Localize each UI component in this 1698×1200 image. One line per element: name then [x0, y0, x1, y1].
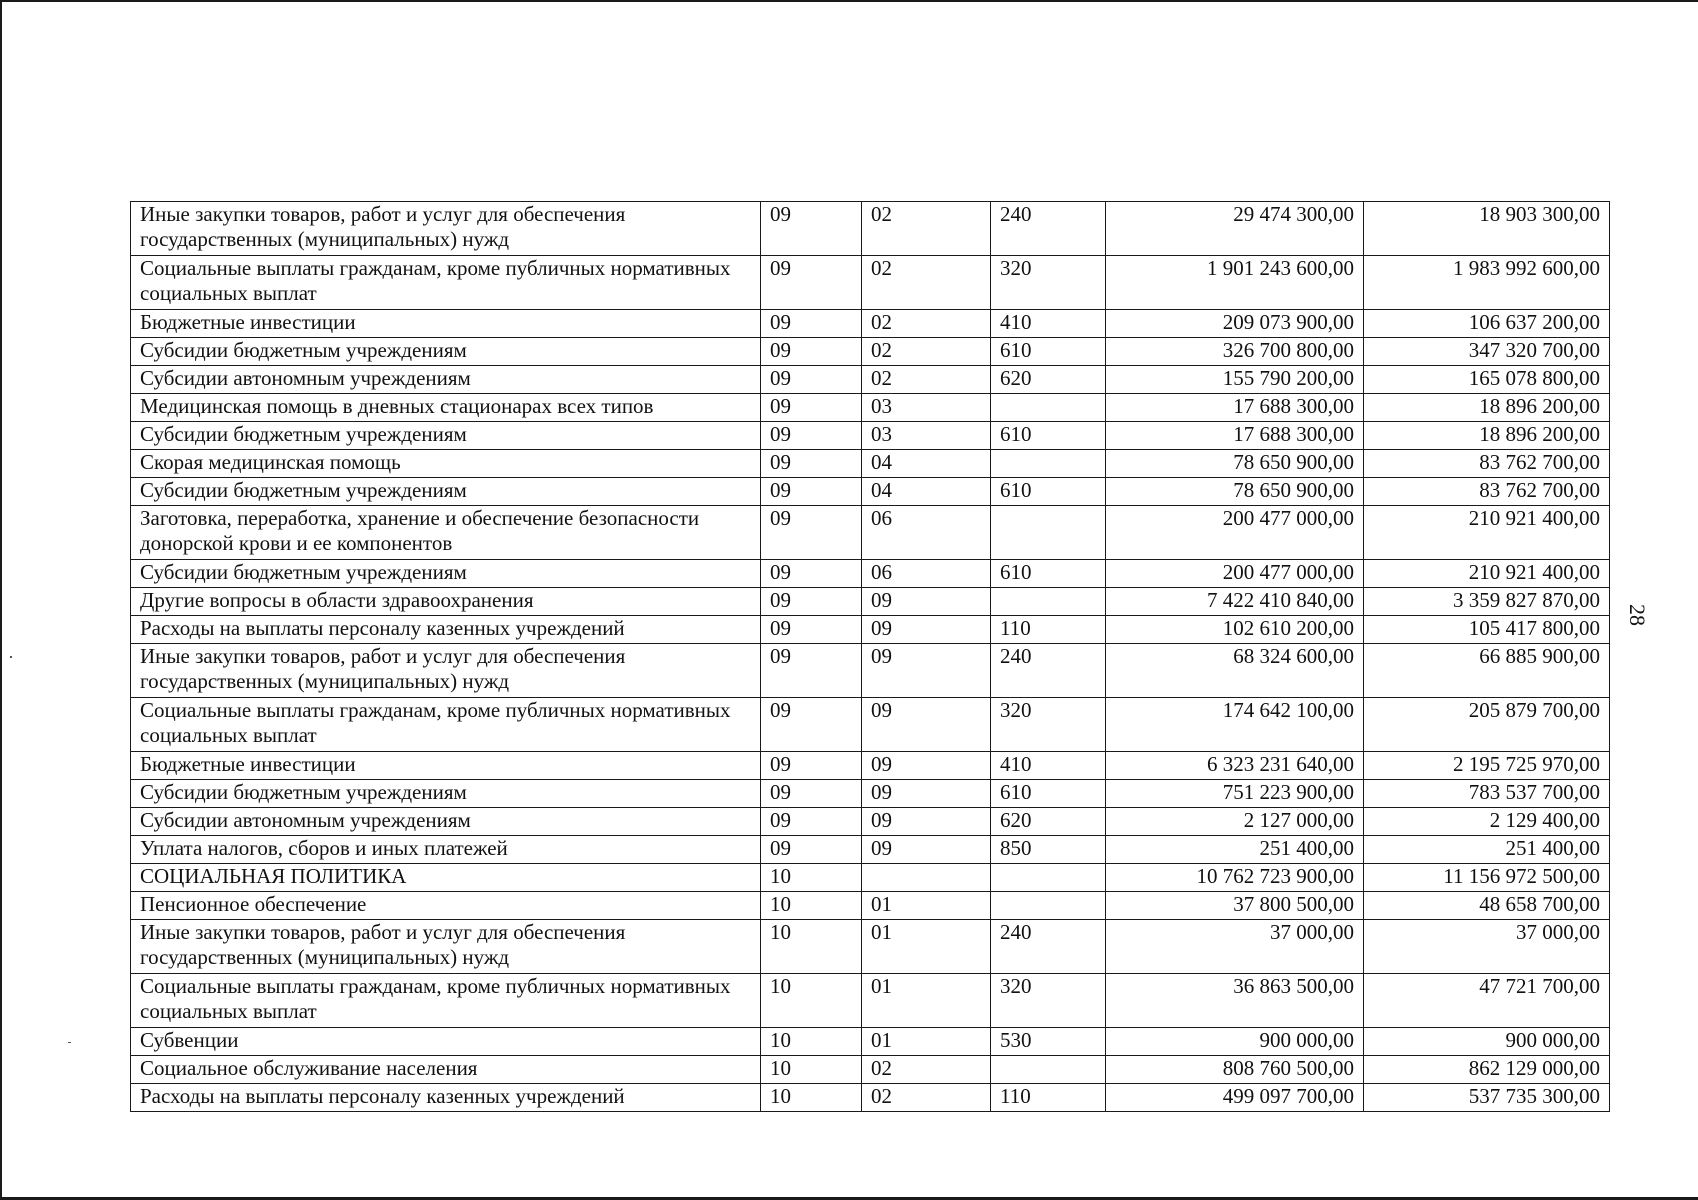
- cell-amount-year2: 2 195 725 970,00: [1364, 752, 1610, 780]
- cell-amount-year1: 17 688 300,00: [1106, 422, 1364, 450]
- table-row: [131, 310, 1610, 338]
- cell-amount-year2: 251 400,00: [1364, 836, 1610, 864]
- cell-name: Субвенции: [131, 1028, 761, 1056]
- cell-section: 09: [761, 560, 862, 588]
- cell-name: Иные закупки товаров, работ и услуг для обеспечения государственных (муниципальных) нужд: [131, 202, 761, 256]
- cell-amount-year2: 37 000,00: [1364, 920, 1610, 974]
- cell-name: Скорая медицинская помощь: [131, 450, 761, 478]
- cell-amount-year2: 537 735 300,00: [1364, 1084, 1610, 1112]
- cell-section: 09: [761, 616, 862, 644]
- table-row: [131, 644, 1610, 698]
- table-row: [131, 338, 1610, 366]
- cell-name: Социальные выплаты гражданам, кроме публичных нормативных социальных выплат: [131, 698, 761, 752]
- cell-amount-year1: 37 800 500,00: [1106, 892, 1364, 920]
- cell-amount-year2: 105 417 800,00: [1364, 616, 1610, 644]
- cell-name: Иные закупки товаров, работ и услуг для обеспечения государственных (муниципальных) нужд: [131, 920, 761, 974]
- table-row: [131, 394, 1610, 422]
- table-row: [131, 892, 1610, 920]
- cell-name: Медицинская помощь в дневных стационарах всех типов: [131, 394, 761, 422]
- cell-section: 10: [761, 974, 862, 1028]
- cell-section: 09: [761, 256, 862, 310]
- cell-amount-year1: 36 863 500,00: [1106, 974, 1364, 1028]
- cell-amount-year2: 2 129 400,00: [1364, 808, 1610, 836]
- cell-amount-year1: 102 610 200,00: [1106, 616, 1364, 644]
- cell-subsection: [862, 864, 991, 892]
- cell-name: Субсидии бюджетным учреждениям: [131, 338, 761, 366]
- cell-amount-year1: 751 223 900,00: [1106, 780, 1364, 808]
- page-number: 28: [1625, 604, 1650, 626]
- cell-name: Субсидии бюджетным учреждениям: [131, 478, 761, 506]
- cell-amount-year1: 68 324 600,00: [1106, 644, 1364, 698]
- cell-expense-type: [991, 1056, 1106, 1084]
- cell-name: Социальные выплаты гражданам, кроме публичных нормативных социальных выплат: [131, 974, 761, 1028]
- cell-amount-year2: 66 885 900,00: [1364, 644, 1610, 698]
- cell-amount-year2: 47 721 700,00: [1364, 974, 1610, 1028]
- cell-amount-year2: 165 078 800,00: [1364, 366, 1610, 394]
- cell-name: Субсидии автономным учреждениям: [131, 808, 761, 836]
- cell-amount-year1: 6 323 231 640,00: [1106, 752, 1364, 780]
- table-row: [131, 560, 1610, 588]
- cell-expense-type: 620: [991, 808, 1106, 836]
- cell-subsection: 01: [862, 1028, 991, 1056]
- cell-amount-year2: 18 896 200,00: [1364, 394, 1610, 422]
- cell-amount-year2: 48 658 700,00: [1364, 892, 1610, 920]
- cell-amount-year2: 18 903 300,00: [1364, 202, 1610, 256]
- cell-subsection: 06: [862, 506, 991, 560]
- table-row: [131, 1028, 1610, 1056]
- cell-section: 10: [761, 1028, 862, 1056]
- cell-section: 09: [761, 506, 862, 560]
- cell-section: 09: [761, 422, 862, 450]
- scan-speck: [68, 1042, 71, 1043]
- cell-section: 09: [761, 808, 862, 836]
- cell-amount-year1: 1 901 243 600,00: [1106, 256, 1364, 310]
- cell-subsection: 02: [862, 366, 991, 394]
- cell-amount-year1: 200 477 000,00: [1106, 506, 1364, 560]
- table-row: [131, 422, 1610, 450]
- cell-amount-year1: 37 000,00: [1106, 920, 1364, 974]
- cell-expense-type: 410: [991, 752, 1106, 780]
- cell-amount-year1: 326 700 800,00: [1106, 338, 1364, 366]
- cell-section: 10: [761, 1056, 862, 1084]
- table-row: [131, 506, 1610, 560]
- cell-amount-year1: 17 688 300,00: [1106, 394, 1364, 422]
- cell-amount-year1: 78 650 900,00: [1106, 450, 1364, 478]
- scan-edge-top: [0, 0, 1698, 2]
- cell-subsection: 09: [862, 644, 991, 698]
- cell-subsection: 02: [862, 202, 991, 256]
- cell-name: СОЦИАЛЬНАЯ ПОЛИТИКА: [131, 864, 761, 892]
- cell-amount-year1: 29 474 300,00: [1106, 202, 1364, 256]
- cell-subsection: 09: [862, 752, 991, 780]
- cell-expense-type: 610: [991, 560, 1106, 588]
- cell-name: Бюджетные инвестиции: [131, 310, 761, 338]
- cell-amount-year2: 106 637 200,00: [1364, 310, 1610, 338]
- cell-amount-year2: 783 537 700,00: [1364, 780, 1610, 808]
- cell-subsection: 04: [862, 450, 991, 478]
- cell-section: 09: [761, 836, 862, 864]
- cell-amount-year2: 210 921 400,00: [1364, 560, 1610, 588]
- cell-name: Социальные выплаты гражданам, кроме публичных нормативных социальных выплат: [131, 256, 761, 310]
- table-row: [131, 588, 1610, 616]
- cell-subsection: 09: [862, 808, 991, 836]
- cell-section: 09: [761, 588, 862, 616]
- cell-amount-year1: 174 642 100,00: [1106, 698, 1364, 752]
- cell-amount-year2: 3 359 827 870,00: [1364, 588, 1610, 616]
- table-row: [131, 256, 1610, 310]
- cell-expense-type: 320: [991, 256, 1106, 310]
- cell-subsection: 03: [862, 422, 991, 450]
- cell-expense-type: [991, 864, 1106, 892]
- cell-expense-type: 320: [991, 974, 1106, 1028]
- cell-subsection: 06: [862, 560, 991, 588]
- cell-amount-year1: 7 422 410 840,00: [1106, 588, 1364, 616]
- cell-name: Другие вопросы в области здравоохранения: [131, 588, 761, 616]
- cell-subsection: 02: [862, 1084, 991, 1112]
- cell-subsection: 09: [862, 780, 991, 808]
- cell-expense-type: 610: [991, 422, 1106, 450]
- cell-subsection: 04: [862, 478, 991, 506]
- budget-table: [130, 201, 1610, 1112]
- cell-expense-type: 240: [991, 644, 1106, 698]
- cell-name: Социальное обслуживание населения: [131, 1056, 761, 1084]
- cell-amount-year2: 18 896 200,00: [1364, 422, 1610, 450]
- table-row: [131, 864, 1610, 892]
- cell-section: 09: [761, 310, 862, 338]
- cell-expense-type: 320: [991, 698, 1106, 752]
- cell-amount-year2: 210 921 400,00: [1364, 506, 1610, 560]
- cell-subsection: 09: [862, 836, 991, 864]
- table-row: [131, 808, 1610, 836]
- cell-name: Бюджетные инвестиции: [131, 752, 761, 780]
- cell-expense-type: 850: [991, 836, 1106, 864]
- cell-name: Уплата налогов, сборов и иных платежей: [131, 836, 761, 864]
- cell-amount-year1: 251 400,00: [1106, 836, 1364, 864]
- cell-amount-year2: 347 320 700,00: [1364, 338, 1610, 366]
- cell-section: 09: [761, 394, 862, 422]
- cell-amount-year1: 808 760 500,00: [1106, 1056, 1364, 1084]
- cell-name: Субсидии бюджетным учреждениям: [131, 560, 761, 588]
- cell-section: 09: [761, 644, 862, 698]
- cell-subsection: 02: [862, 256, 991, 310]
- cell-subsection: 03: [862, 394, 991, 422]
- table-row: [131, 698, 1610, 752]
- table-row: [131, 780, 1610, 808]
- cell-section: 10: [761, 1084, 862, 1112]
- cell-name: Пенсионное обеспечение: [131, 892, 761, 920]
- cell-name: Субсидии бюджетным учреждениям: [131, 422, 761, 450]
- cell-section: 10: [761, 864, 862, 892]
- cell-subsection: 09: [862, 616, 991, 644]
- cell-amount-year1: 78 650 900,00: [1106, 478, 1364, 506]
- cell-expense-type: [991, 892, 1106, 920]
- cell-section: 10: [761, 892, 862, 920]
- cell-expense-type: 110: [991, 1084, 1106, 1112]
- cell-section: 09: [761, 780, 862, 808]
- cell-expense-type: 240: [991, 202, 1106, 256]
- cell-amount-year2: 862 129 000,00: [1364, 1056, 1610, 1084]
- table-row: [131, 202, 1610, 256]
- cell-name: Расходы на выплаты персоналу казенных учреждений: [131, 1084, 761, 1112]
- cell-expense-type: 610: [991, 338, 1106, 366]
- cell-expense-type: 110: [991, 616, 1106, 644]
- cell-amount-year2: 11 156 972 500,00: [1364, 864, 1610, 892]
- cell-amount-year2: 900 000,00: [1364, 1028, 1610, 1056]
- cell-amount-year1: 155 790 200,00: [1106, 366, 1364, 394]
- cell-name: Заготовка, переработка, хранение и обеспечение безопасности донорской крови и ее компонентов: [131, 506, 761, 560]
- cell-amount-year2: 1 983 992 600,00: [1364, 256, 1610, 310]
- cell-expense-type: 620: [991, 366, 1106, 394]
- cell-subsection: 01: [862, 892, 991, 920]
- table-row: [131, 1056, 1610, 1084]
- cell-name: Расходы на выплаты персоналу казенных учреждений: [131, 616, 761, 644]
- cell-expense-type: [991, 506, 1106, 560]
- cell-amount-year1: 209 073 900,00: [1106, 310, 1364, 338]
- table-row: [131, 366, 1610, 394]
- cell-section: 09: [761, 752, 862, 780]
- cell-section: 09: [761, 202, 862, 256]
- cell-section: 09: [761, 338, 862, 366]
- table-row: [131, 450, 1610, 478]
- cell-section: 09: [761, 478, 862, 506]
- cell-name: Субсидии автономным учреждениям: [131, 366, 761, 394]
- cell-amount-year1: 499 097 700,00: [1106, 1084, 1364, 1112]
- cell-expense-type: [991, 588, 1106, 616]
- table-row: [131, 974, 1610, 1028]
- table-row: [131, 752, 1610, 780]
- cell-subsection: 02: [862, 310, 991, 338]
- table-row: [131, 478, 1610, 506]
- cell-amount-year1: 2 127 000,00: [1106, 808, 1364, 836]
- cell-expense-type: 410: [991, 310, 1106, 338]
- cell-expense-type: 610: [991, 780, 1106, 808]
- table-body: [131, 202, 1610, 1112]
- cell-subsection: 01: [862, 920, 991, 974]
- cell-section: 10: [761, 920, 862, 974]
- cell-amount-year2: 205 879 700,00: [1364, 698, 1610, 752]
- cell-name: Субсидии бюджетным учреждениям: [131, 780, 761, 808]
- cell-subsection: 02: [862, 338, 991, 366]
- cell-amount-year1: 200 477 000,00: [1106, 560, 1364, 588]
- table-row: [131, 836, 1610, 864]
- cell-section: 09: [761, 366, 862, 394]
- cell-expense-type: 530: [991, 1028, 1106, 1056]
- cell-amount-year2: 83 762 700,00: [1364, 478, 1610, 506]
- cell-subsection: 01: [862, 974, 991, 1028]
- cell-expense-type: 240: [991, 920, 1106, 974]
- cell-amount-year1: 10 762 723 900,00: [1106, 864, 1364, 892]
- cell-section: 09: [761, 450, 862, 478]
- cell-name: Иные закупки товаров, работ и услуг для обеспечения государственных (муниципальных) нужд: [131, 644, 761, 698]
- cell-section: 09: [761, 698, 862, 752]
- scan-speck: [10, 656, 12, 658]
- cell-amount-year1: 900 000,00: [1106, 1028, 1364, 1056]
- cell-expense-type: [991, 394, 1106, 422]
- table-row: [131, 920, 1610, 974]
- cell-subsection: 02: [862, 1056, 991, 1084]
- table-row: [131, 1084, 1610, 1112]
- cell-subsection: 09: [862, 698, 991, 752]
- cell-subsection: 09: [862, 588, 991, 616]
- cell-amount-year2: 83 762 700,00: [1364, 450, 1610, 478]
- cell-expense-type: [991, 450, 1106, 478]
- cell-expense-type: 610: [991, 478, 1106, 506]
- table-row: [131, 616, 1610, 644]
- scan-edge-left: [0, 0, 2, 1200]
